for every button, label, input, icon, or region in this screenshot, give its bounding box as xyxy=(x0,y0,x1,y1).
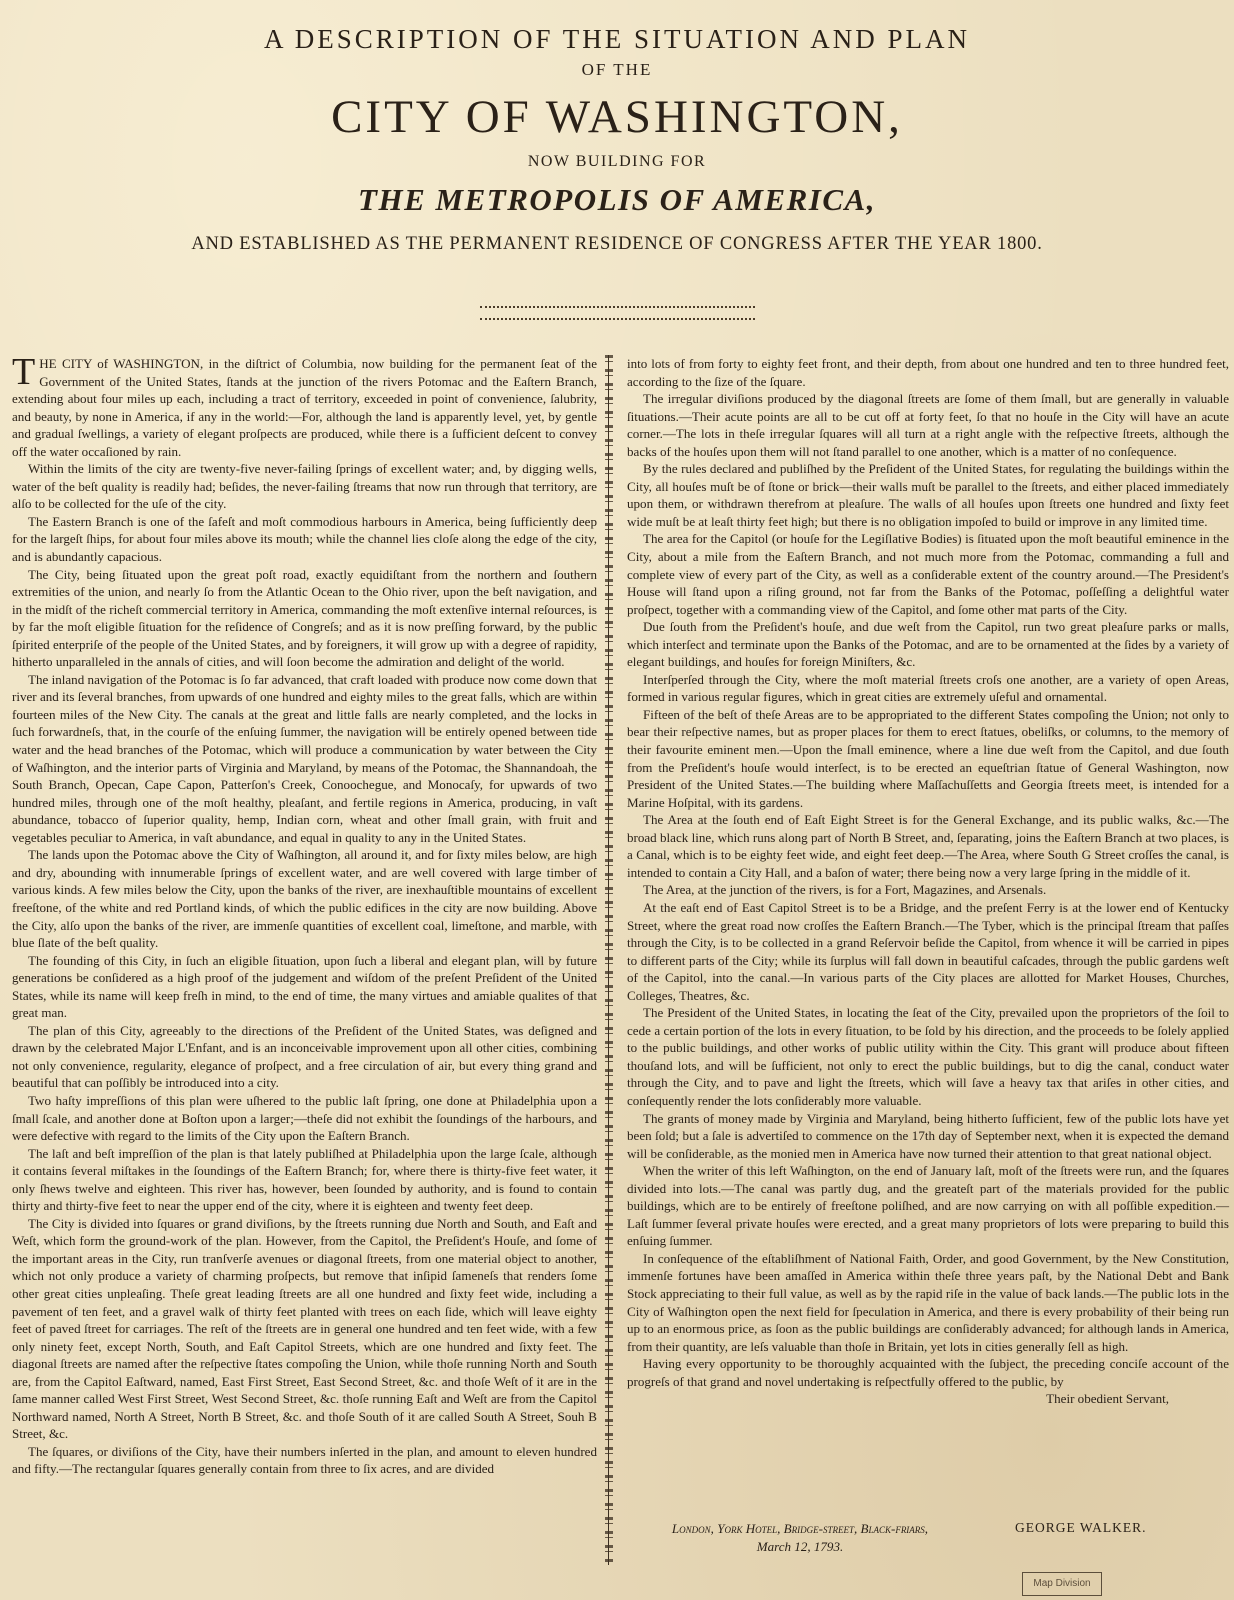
paragraph: into lots of from forty to eighty feet front, and their depth, from about one hundred and ten to three hundred feet, according to the ſize of the ſquare. xyxy=(627,356,1229,389)
paragraph: Fifteen of the beſt of theſe Areas are to be appropriated to the different States compoſing the Union; not only to bear their reſpective names, but as proper places for them to erect ſtatues, obeliſks, or columns, to the memory of their favourite eminent men.—Upon the ſmall eminence, where a line due weſt from the Capitol, and due ſouth from the Preſident's houſe would interſect, is to be erected an equeſtrian ſtatue of General Washington, now President of the United States.—The building where Maſſachuſſetts and Georgia ſtreets meet, is intended for a Marine Hoſpital, with its gardens. xyxy=(627,706,1229,810)
map-division-stamp: Map Division xyxy=(1022,1572,1102,1596)
paragraph: The City, being ſituated upon the great poſt road, exactly equidiſtant from the northern and ſouthern extremities of the union, and nearly ſo from the Atlantic Ocean to the Ohio river, upon the beſt navigation, and in the midſt of the richeſt commercial territory in America, commanding the moſt extenſive internal reſources, is by far the moſt eligible ſituation for the reſidence of Congreſs; and as it is now preſſing forward, by the public ſpirited enterpriſe of the people of the United States, and by foreigners, it will grow up with a degree of rapidity, hitherto unparalleled in the annals of cities, and will ſoon become the admiration and delight of the world. xyxy=(12,566,597,670)
left-column xyxy=(12,351,597,1478)
paragraph: Having every opportunity to be thoroughly acquainted with the ſubject, the preceding conciſe account of the progreſs of that grand and novel undertaking is reſpectfully offered to the public, by xyxy=(627,1356,1229,1389)
paragraph: Due ſouth from the Preſident's houſe, and due weſt from the Capitol, run two great pleaſure parks or malls, which interſect and terminate upon the Banks of the Potomac, and are to be ornamented at the ſides by a variety of elegant buildings, and houſes for foreign Miniſters, &c. xyxy=(627,619,1229,670)
title-block xyxy=(0,22,1234,256)
paragraph: By the rules declared and publiſhed by the Preſident of the United States, for regulating the buildings within the City, all houſes muſt be of ſtone or brick—their walls muſt be parallel to the ſtreets, and either placed immediately upon them, or withdrawn therefrom at pleaſure. The walls of all houſes upon ſtreets one hundred and ſixty feet wide muſt be at leaſt thirty feet high; but there is no obligation impoſed to build or improve in any limited time. xyxy=(627,461,1229,529)
paragraph: In conſequence of the eſtabliſhment of National Faith, Order, and good Government, by the New Constitution, immenſe fortunes have been amaſſed in America within theſe three years paſt, by the National Debt and Bank Stock appreciating to their full value, as well as by the rapid riſe in the value of back lands.—The public lots in the City of Waſhington open the next field for ſpeculation in America, and there is every probability of their being run up to an enormous price, as ſoon as the public buildings are conſiderably advanced; for although lands in America, from their quantity, are leſs valuable than thoſe in Britain, yet lots in cities generally ſell as high. xyxy=(627,1250,1229,1354)
title-line-2: OF THE xyxy=(581,60,653,79)
paragraph: The Eastern Branch is one of the ſafeſt and moſt commodious harbours in America, being ſufficiently deep for the largeſt ſhips, for about four miles above its mouth; while the channel lies cloſe along the edge of the city, and is abundantly capacious. xyxy=(12,513,597,565)
paragraph: The City is divided into ſquares or grand diviſions, by the ſtreets running due North and South, and Eaſt and Weſt, which form the ground-work of the plan. However, from the Capitol, the Preſident's Houſe, and ſome of the important areas in the City, run tranſverſe avenues or diagonal ſtreets, from one material object to another, which not only produce a variety of charming proſpects, but remove that inſipid ſameneſs that renders ſome other great cities unpleaſing. Theſe great leading ſtreets are all one hundred and ſixty feet wide, including a pavement of ten feet, and a gravel walk of thirty feet planted with trees on each ſide, which will leave eighty feet of paved ſtreet for carriages. The reſt of the ſtreets are in general one hundred and ten feet wide, with a few only ninety feet, except North, South, and Eaſt Capitol Streets, which are one hundred and ſixty feet. The diagonal ſtreets are named after the reſpective ſtates compoſing the Union, while thoſe running North and South are, from the Capitol Eaſtward, named, East First Street, East Second Street, &c. and thoſe Weſt of it are in the ſame manner called West First Street, West Second Street, &c. thoſe running Eaſt and Weſt are from the Capitol Northward named, North A Street, North B Street, &c. and thoſe South of it are called South A Street, Souh B Street, &c. xyxy=(12,1215,597,1442)
paragraph: The irregular diviſions produced by the diagonal ſtreets are ſome of them ſmall, but are generally in valuable ſituations.—Their acute points are all to be cut off at forty feet, ſo that no houſe in the City will have an acute corner.—The lots in theſe irregular ſquares will all turn at a right angle with the reſpective ſtreets, although the backs of the houſes upon them will not ſtand parallel to one another, which is a matter of no conſequence. xyxy=(627,391,1229,459)
subtitle-metropolis: THE METROPOLIS OF AMERICA, xyxy=(358,182,876,217)
signature-author: GEORGE WALKER. xyxy=(1015,1520,1147,1535)
paragraph: The lands upon the Potomac above the City of Waſhington, all around it, and for ſixty miles below, are high and dry, abounding with innumerable ſprings of excellent water, and are well covered with large timber of various kinds. A few miles below the City, upon the banks of the river, are inexhauſtible mountains of excellent freeſtone, of the white and red Portland kinds, of which the public edifices in the city are now building. Above the City, alſo upon the banks of the river, are immenſe quantities of excellent coal, limeſtone, and marble, with blue ſlate of the beſt quality. xyxy=(12,847,597,951)
paragraph: The grants of money made by Virginia and Maryland, being hitherto ſufficient, few of the public lots have yet been ſold; but a ſale is advertiſed to commence on the 17th day of September next, when it is expected the demand will be conſiderable, as the monied men in America have now turned their attention to that great national object. xyxy=(627,1110,1229,1161)
title-line-4: NOW BUILDING FOR xyxy=(527,153,707,170)
paragraph: At the eaſt end of East Capitol Street is to be a Bridge, and the preſent Ferry is at the lower end of Kentucky Street, where the great road now croſſes the Eaſtern Branch.—The Tyber, which is the principal ſtream that paſſes through the City, is to be collected in a grand Reſervoir beſide the Capitol, from whence it will be carried in pipes to different parts of the City; while its ſurplus will fall down in beautiful caſcades, through the public gardens weſt of the Capitol, into the canal.—In various parts of the City places are allotted for Market Houses, Churches, Colleges, Theatres, &c. xyxy=(627,899,1229,1003)
signature-date: March 12, 1793. xyxy=(756,1538,844,1554)
column-divider-ornament xyxy=(605,355,613,1565)
ornamental-rule xyxy=(480,306,755,320)
paragraph: The inland navigation of the Potomac is ſo far advanced, that craft loaded with produce now come down that river and its ſeveral branches, from upwards of one hundred and eighty miles to the great falls, which are within fourteen miles of the New City. The canals at the great and little falls are nearly completed, and the locks in ſuch forwardneſs, that, in the courſe of the enſuing ſummer, the navigation will be entirely opened between tide water and the head branches of the Potomac, which will produce a communication by water between the City of Waſhington, and the interior parts of Virginia and Maryland, by means of the Potomac, the Shannandoah, the South Branch, Opecan, Cape Capon, Patterſon's Creek, Conoochegue, and Monocaſy, for upwards of two hundred miles, through one of the moſt healthy, pleaſant, and fertile regions in America, producing, in vaſt abundance, tobacco of ſuperior quality, hemp, Indian corn, wheat and other ſmall grain, with fruit and vegetables peculiar to America, in vaſt abundance, and equal in quality to any in the United States. xyxy=(12,671,597,845)
paragraph xyxy=(12,351,597,460)
paragraph: The ſquares, or diviſions of the City, have their numbers inſerted in the plan, and amount to eleven hundred and fifty.—The rectangular ſquares generally contain from three to ſix acres, and are divided xyxy=(12,1443,597,1477)
paragraph: Within the limits of the city are twenty-five never-failing ſprings of excellent water; and, by digging wells, water of the beſt quality is readily had; beſides, the never-failing ſtreams that now run through that territory, are alſo to be collected for the uſe of the city. xyxy=(12,461,597,512)
paragraph: The Area, at the junction of the rivers, is for a Fort, Magazines, and Arsenals. xyxy=(643,882,1047,898)
paragraph: The plan of this City, agreeably to the directions of the Preſident of the United States, was deſigned and drawn by the celebrated Major L'Enfant, and is an inconceivable improvement upon all other cities, combining not only convenience, regularity, elegance of proſpect, and a free circulation of air, but every thing grand and beautiful that can poſſibly be introduced into a city. xyxy=(12,1022,597,1091)
paragraph: The laſt and beſt impreſſion of the plan is that lately publiſhed at Philadelphia upon the large ſcale, although it contains ſeveral miſtakes in the ſoundings of the Eaſtern Branch; for, where there is thirty-five feet water, it only ſhews twelve and eighteen. This river has, however, been ſounded by authority, and is found to contain thirty and thirty-five feet to near the upper end of the city, where it is eighteen and twenty feet deep. xyxy=(12,1145,597,1214)
paragraph-text: HE CITY of WASHINGTON, in the diſtrict of Columbia, now building for the permanent ſeat of the Government of the United States, ſtands at the junction of the rivers Potomac and the Eaſtern Branch, extending about four miles up each, including a tract of territory, exceeded in point of convenience, ſalubrity, and beauty, by none in America, if any in the world:—For, although the land is apparently level, yet, by gentle and gradual ſwellings, a variety of elegant proſpects are produced, while there is a ſufficient deſcent to convey off the water occaſioned by rain. xyxy=(12,356,597,459)
paragraph: Two haſty impreſſions of this plan were uſhered to the public laſt ſpring, one done at Philadelphia upon a ſmall ſcale, and another done at Boſton upon a larger;—theſe did not exhibit the ſoundings of the harbours, and were defective with regard to the limits of the City upon the Eaſtern Branch. xyxy=(12,1092,597,1144)
paragraph: The President of the United States, in locating the ſeat of the City, prevailed upon the proprietors of the ſoil to cede a certain portion of the lots in every ſituation, to be ſold by his direction, and the proceeds to be ſolely applied to the public buildings, and other works of public utility within the City. This grant will produce about fifteen thouſand lots, and will be ſufficient, not only to erect the public buildings, but to dig the canal, conduct water through the City, and to pave and light the ſtreets, which will ſave a heavy tax that ariſes in other cities, and conſequently render the lots conſiderably more valuable. xyxy=(627,1005,1229,1108)
main-title: CITY OF WASHINGTON, xyxy=(331,91,903,143)
paragraph: The founding of this City, in ſuch an eligible ſituation, upon ſuch a liberal and elegant plan, will by future generations be conſidered as a high proof of the judgement and wiſdom of the preſent Preſident of the United States, while its name will keep freſh in mind, to the end of time, the many virtues and amiable qualites of that great man. xyxy=(12,952,597,1021)
paragraph: When the writer of this left Waſhington, on the end of January laſt, moſt of the ſtreets were run, and the ſquares divided into lots.—The canal was partly dug, and the greateſt part of the materials provided for the public buildings, which are to be entirely of freeſtone poliſhed, and are now carrying on with all poſſible expedition.—Laſt ſummer ſeveral private houſes were erected, and a great many proprietors of lots were preparing to build this enſuing ſummer. xyxy=(627,1163,1229,1249)
signature-place-line-1: London, York Hotel, Bridge-ſtreet, Black-friars, xyxy=(671,1521,929,1536)
title-line-6: AND ESTABLISHED AS THE PERMANENT RESIDENCE OF CONGRESS AFTER THE YEAR 1800. xyxy=(191,234,1043,254)
paragraph: The Area at the ſouth end of Eaſt Eight Street is for the General Exchange, and its public walks, &c.—The broad black line, which runs along part of North B Street, and, ſeparating, joins the Eaſtern Branch at two places, is a Canal, which is to be eighty feet wide, and eight feet deep.—The Area, where South G Street croſſes the canal, is intended to contain a City Hall, and a baſon of water; there being now a very large ſpring in the middle of it. xyxy=(627,812,1229,880)
paragraph: Interſperſed through the City, where the moſt material ſtreets croſs one another, are a variety of open Areas, formed in various regular figures, which in great cities are extremely uſeful and ornamental. xyxy=(627,671,1229,705)
signature-place xyxy=(650,1520,950,1555)
closing-salutation: Their obedient Servant, xyxy=(1046,1391,1169,1407)
title-line-1: A DESCRIPTION OF THE SITUATION AND PLAN xyxy=(263,24,971,54)
paragraph: The area for the Capitol (or houſe for the Legiſlative Bodies) is ſituated upon the moſt beautiful eminence in the City, about a mile from the Eaſtern Branch, and not much more from the Potomac, commanding a full and complete view of every part of the City, as well as a conſiderable extent of the country around.—The President's House will ſtand upon a riſing ground, not far from the Banks of the Potomac, poſſeſſing a delightful water proſpect, together with a commanding view of the Capitol, and ſome other mat parts of the City. xyxy=(627,531,1229,617)
right-column xyxy=(627,355,1229,1408)
column-divider-line xyxy=(608,355,609,1565)
drop-cap: T xyxy=(12,351,36,393)
